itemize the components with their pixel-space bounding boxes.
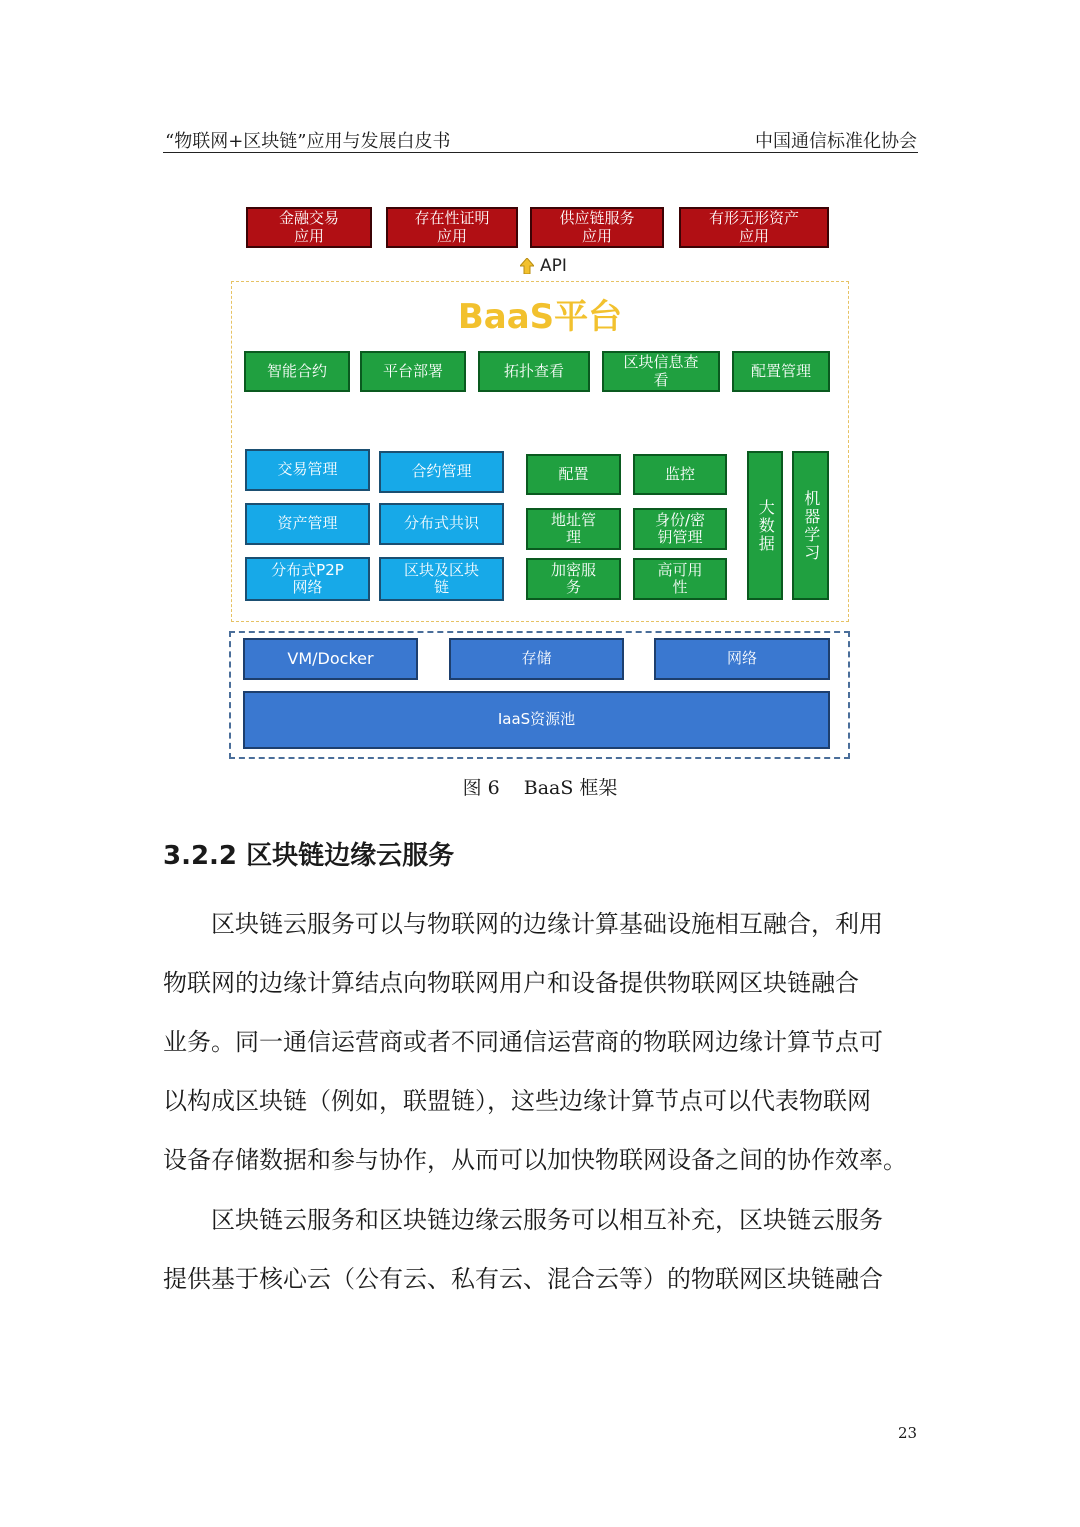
section-heading: 3.2.2 区块链边缘云服务 — [163, 841, 455, 871]
module-contract-management: 合约管理 — [379, 451, 504, 493]
iaas-network: 网络 — [654, 638, 830, 680]
body-paragraph-2 — [163, 1191, 923, 1309]
api-up-arrow-icon — [520, 258, 534, 274]
module-asset-management: 资产管理 — [245, 503, 370, 545]
module-distributed-consensus: 分布式共识 — [379, 503, 504, 545]
module-high-availability: 高可用 性 — [633, 558, 727, 600]
module-config: 配置 — [526, 454, 621, 495]
module-block-info: 区块信息查 看 — [602, 351, 720, 392]
page-number: 23 — [898, 1424, 918, 1442]
iaas-resource-pool: IaaS资源池 — [243, 691, 830, 749]
iaas-vm-docker: VM/Docker — [243, 638, 418, 680]
body-paragraph-1 — [163, 895, 923, 1190]
app-asset-box: 有形无形资产 应用 — [679, 207, 829, 248]
figure-caption-text: BaaS 框架 — [523, 777, 618, 799]
module-monitor: 监控 — [633, 454, 727, 495]
module-identity-key-management: 身份/密 钥管理 — [633, 508, 727, 550]
figure-caption-label: 图 6 — [462, 777, 500, 799]
running-header-org: 中国通信标准化协会 — [755, 131, 917, 152]
module-topology-view: 拓扑查看 — [478, 351, 590, 392]
paragraph-line: 区块链云服务可以与物联网的边缘计算基础设施相互融合，利用 — [211, 910, 883, 938]
paragraph-line: 提供基于核心云（公有云、私有云、混合云等）的物联网区块链融合 — [163, 1265, 883, 1293]
module-config-management: 配置管理 — [732, 351, 830, 392]
iaas-storage: 存储 — [449, 638, 624, 680]
paragraph-line: 以构成区块链（例如，联盟链），这些边缘计算节点可以代表物联网 — [163, 1087, 871, 1115]
module-address-management: 地址管 理 — [526, 508, 621, 550]
paragraph-line: 区块链云服务和区块链边缘云服务可以相互补充，区块链云服务 — [211, 1206, 883, 1234]
app-finance-box: 金融交易 应用 — [246, 207, 372, 248]
paragraph-line: 物联网的边缘计算结点向物联网用户和设备提供物联网区块链融合 — [163, 969, 859, 997]
paragraph-line: 设备存储数据和参与协作，从而可以加快物联网设备之间的协作效率。 — [163, 1146, 907, 1174]
running-header-title: “物联网+区块链”应用与发展白皮书 — [165, 131, 451, 152]
module-machine-learning: 机器学习 — [792, 451, 829, 600]
module-block-chain: 区块及区块 链 — [379, 557, 504, 601]
api-label: API — [540, 256, 567, 276]
module-encryption-service: 加密服 务 — [526, 558, 621, 600]
figure-caption — [0, 773, 1080, 800]
module-p2p-network: 分布式P2P 网络 — [245, 557, 370, 601]
module-big-data: 大数据 — [747, 451, 783, 600]
module-platform-deploy: 平台部署 — [360, 351, 466, 392]
module-smart-contract: 智能合约 — [244, 351, 350, 392]
app-supply-chain-box: 供应链服务 应用 — [530, 207, 664, 248]
paragraph-line: 业务。同一通信运营商或者不同通信运营商的物联网边缘计算节点可 — [163, 1028, 883, 1056]
module-transaction-management: 交易管理 — [245, 449, 370, 491]
header-rule — [163, 152, 918, 153]
baas-platform-title: BaaS平台 — [457, 297, 623, 337]
app-proof-box: 存在性证明 应用 — [386, 207, 518, 248]
